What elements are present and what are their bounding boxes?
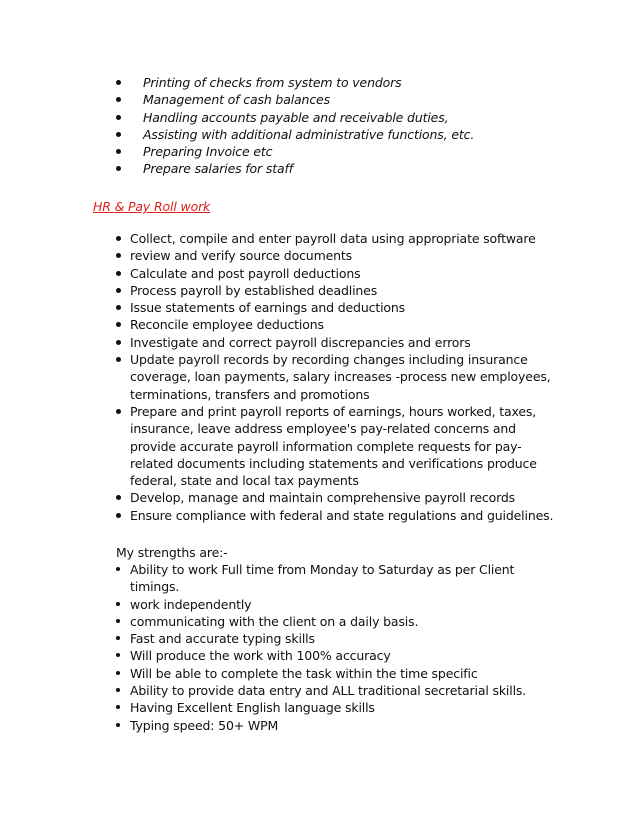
list-item (130, 230, 560, 247)
list-item-text: work independently (130, 596, 252, 612)
list-item-text: Having Excellent English language skills (130, 700, 375, 716)
bullet-icon (116, 132, 121, 137)
list-item-text: Printing of checks from system to vendors (143, 75, 402, 90)
list-item-text: Ensure compliance with federal and state regulations and guidelines. (130, 507, 554, 523)
list-item (130, 247, 560, 264)
list-item (130, 282, 560, 299)
list-item (130, 699, 550, 716)
list-item (130, 334, 560, 351)
list-item (0, 109, 638, 126)
bullet-icon (116, 253, 121, 258)
list-item-text: Fast and accurate typing skills (130, 631, 315, 647)
list-item (0, 143, 638, 160)
list-item-text: Ability to work Full time from Monday to Saturday as per Client timings. (130, 562, 515, 595)
list-item (130, 265, 560, 282)
list-item (130, 316, 560, 333)
list-item-text: Typing speed: 50+ WPM (130, 717, 279, 733)
list-item-text: Calculate and post payroll deductions (130, 265, 361, 281)
list-item (130, 299, 560, 316)
list-item (130, 507, 560, 524)
list-item (130, 682, 550, 699)
bullet-icon (116, 115, 121, 120)
bullet-icon (116, 288, 121, 293)
bullet-icon (116, 340, 121, 345)
bullet-icon (116, 409, 121, 414)
list-item-text: Assisting with additional administrative functions, etc. (143, 126, 475, 142)
bullet-icon (116, 723, 120, 727)
bullet-icon (116, 357, 121, 362)
bullet-icon (116, 305, 121, 310)
list-item-text: Will produce the work with 100% accuracy (130, 648, 391, 664)
list-item (130, 596, 550, 613)
list-item-text: review and verify source documents (130, 248, 353, 264)
list-item (0, 74, 638, 91)
list-item (130, 665, 550, 682)
list-item-text: Reconcile employee deductions (130, 317, 324, 333)
list-item-text: Will be able to complete the task within the time specific (130, 665, 478, 681)
list-item-text: Prepare salaries for staff (143, 161, 293, 177)
list-item-text: Process payroll by established deadlines (130, 282, 378, 298)
duties-list (0, 74, 638, 178)
bullet-icon (116, 619, 120, 623)
bullet-icon (116, 653, 120, 657)
bullet-icon (116, 97, 121, 102)
bullet-icon (116, 688, 120, 692)
list-item-text: communicating with the client on a daily basis. (130, 613, 419, 629)
bullet-icon (116, 636, 120, 640)
list-item (130, 561, 550, 596)
list-item-text: Ability to provide data entry and ALL traditional secretarial skills. (130, 683, 527, 699)
list-item-text: Management of cash balances (143, 92, 330, 108)
list-item (130, 647, 550, 664)
bullet-icon (116, 271, 121, 276)
bullet-icon (116, 513, 121, 518)
list-item-text: Issue statements of earnings and deductions (130, 300, 406, 316)
strengths-list (0, 561, 638, 734)
list-item (130, 717, 550, 734)
list-item-text: Develop, manage and maintain comprehensive payroll records (130, 490, 516, 506)
list-item (130, 630, 550, 647)
bullet-icon (116, 80, 121, 85)
list-item (0, 160, 638, 177)
list-item (130, 489, 560, 506)
list-item (130, 403, 560, 489)
list-item (130, 613, 550, 630)
bullet-icon (116, 705, 120, 709)
bullet-icon (116, 671, 120, 675)
list-item-text: Update payroll records by recording changes including insurance coverage, loan payments, salary increases -process new employees, terminations, transfers and promotions (130, 352, 551, 402)
list-item (130, 351, 560, 403)
bullet-icon (116, 149, 121, 154)
list-item (0, 126, 638, 143)
hr-payroll-heading: HR & Pay Roll work (93, 199, 211, 214)
bullet-icon (116, 567, 120, 571)
payroll-duties-list (0, 230, 638, 524)
bullet-icon (116, 236, 121, 241)
bullet-icon (116, 495, 121, 500)
list-item-text: Collect, compile and enter payroll data using appropriate software (130, 231, 536, 246)
list-item (0, 91, 638, 108)
strengths-heading: My strengths are:- (116, 545, 228, 560)
bullet-icon (116, 602, 120, 606)
bullet-icon (116, 322, 121, 327)
list-item-text: Prepare and print payroll reports of earnings, hours worked, taxes, insurance, leave address employee's pay-related concerns and provide accurate payroll information complete requests for pay-related documents including statements and verifications produce federal, state and local tax payments (130, 403, 537, 489)
bullet-icon (116, 166, 121, 171)
list-item-text: Handling accounts payable and receivable duties, (143, 109, 449, 125)
list-item-text: Investigate and correct payroll discrepancies and errors (130, 334, 471, 350)
list-item-text: Preparing Invoice etc (143, 144, 273, 160)
